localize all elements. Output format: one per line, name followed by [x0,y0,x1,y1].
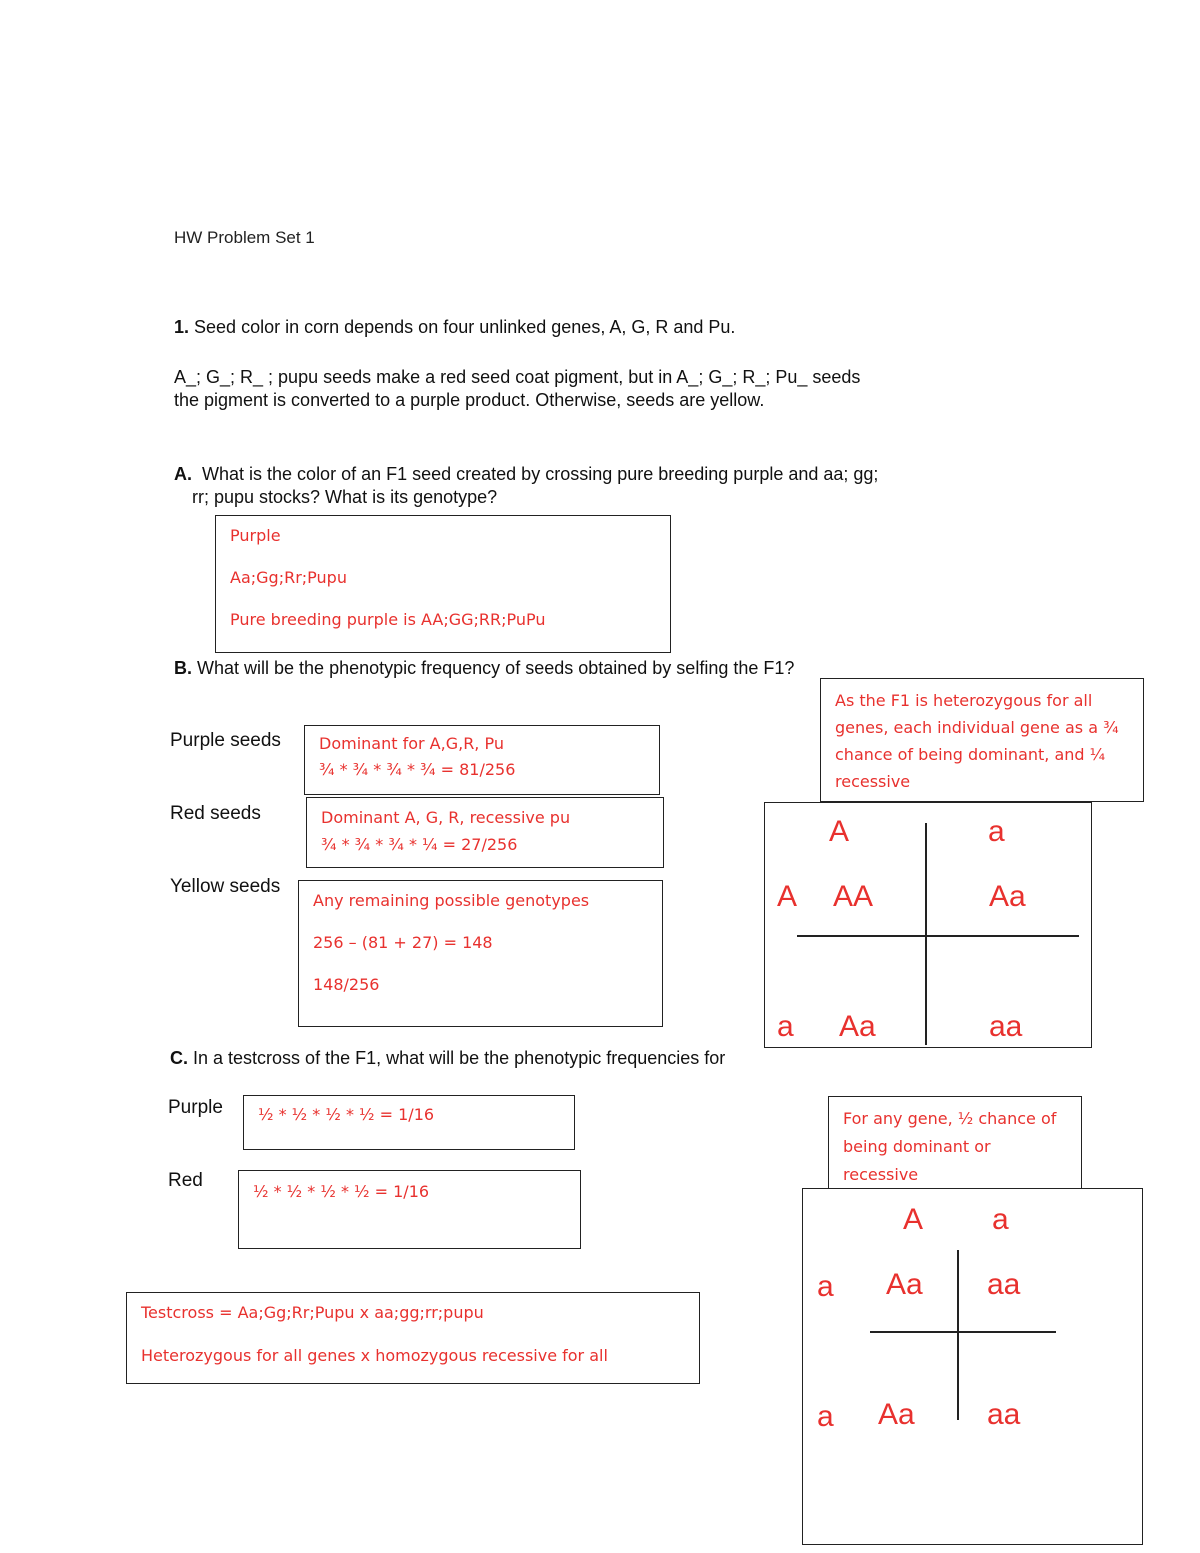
punnett-top-allele: a [988,815,1005,848]
purple-seeds-answer-box [304,725,660,795]
punnett-divider-vertical [957,1250,959,1420]
punnett-cell: Aa [878,1398,915,1431]
part-c-text: In a testcross of the F1, what will be the phenotypic frequencies for [193,1048,726,1068]
question-1 [174,316,735,339]
punnett-square-testcross [802,1188,1143,1545]
note-line: For any gene, ½ chance of [843,1109,1057,1128]
answer-line: Dominant A, G, R, recessive pu [321,808,571,827]
answer-line: ¾ * ¾ * ¾ * ¼ = 27/256 [321,835,518,854]
note-line: recessive [835,772,911,791]
page-title: HW Problem Set 1 [174,228,315,247]
punnett-cell: Aa [839,1010,876,1043]
part-a-line: rr; pupu stocks? What is its genotype? [192,487,498,507]
punnett-cell: AA [833,880,874,913]
red-answer-box [238,1170,581,1249]
answer-line: ½ * ½ * ½ * ½ = 1/16 [258,1105,435,1124]
red-label: Red [168,1170,203,1191]
punnett-divider-vertical [925,823,927,1045]
punnett-cell: aa [987,1268,1021,1301]
note-line: genes, each individual gene as a ¾ [835,718,1119,737]
punnett-cell: aa [987,1398,1021,1431]
purple-seeds-label: Purple seeds [170,730,281,751]
yellow-seeds-label: Yellow seeds [170,876,281,897]
yellow-seeds-answer-box [298,880,663,1027]
answer-line: Pure breeding purple is AA;GG;RR;PuPu [230,610,546,629]
testcross-line: Heterozygous for all genes x homozygous recessive for all [141,1346,608,1365]
part-letter: A. [174,464,192,484]
punnett-side-allele: a [817,1270,834,1303]
punnett-side-allele: a [777,1010,794,1043]
answer-line: Any remaining possible genotypes [313,891,590,910]
answer-line: Aa;Gg;Rr;Pupu [230,568,347,587]
answer-line: ¾ * ¾ * ¾ * ¾ = 81/256 [319,760,516,779]
punnett-divider-horizontal [870,1331,1056,1333]
punnett-top-allele: A [903,1203,924,1236]
part-letter: B. [174,658,192,678]
punnett-side-allele: a [817,1400,834,1433]
part-a-answer-box [215,515,671,653]
part-a-question [174,463,878,509]
answer-line: 256 – (81 + 27) = 148 [313,933,493,952]
part-b-text: What will be the phenotypic frequency of seeds obtained by selfing the F1? [197,658,795,678]
testcross-box [126,1292,700,1384]
punnett-divider-horizontal [797,935,1079,937]
answer-line: 148/256 [313,975,380,994]
punnett-cell: aa [989,1010,1023,1043]
part-b-note-box [820,678,1144,802]
question-number: 1. [174,317,190,337]
testcross-line: Testcross = Aa;Gg;Rr;Pupu x aa;gg;rr;pupu [141,1303,484,1322]
purple-label: Purple [168,1097,223,1118]
answer-line: ½ * ½ * ½ * ½ = 1/16 [253,1182,430,1201]
purple-answer-box [243,1095,575,1150]
punnett-top-allele: a [992,1203,1009,1236]
punnett-cell: Aa [886,1268,923,1301]
note-line: being dominant or [843,1137,991,1156]
part-a-line: What is the color of an F1 seed created by crossing pure breeding purple and aa; gg; [202,464,879,484]
red-seeds-label: Red seeds [170,803,261,824]
part-letter: C. [170,1048,188,1068]
punnett-side-allele: A [777,880,798,913]
part-c-note-box [828,1096,1082,1194]
note-line: chance of being dominant, and ¼ [835,745,1106,764]
description-line: the pigment is converted to a purple product. Otherwise, seeds are yellow. [174,390,765,410]
note-line: As the F1 is heterozygous for all [835,691,1093,710]
red-seeds-answer-box [306,797,664,868]
answer-line: Purple [230,526,281,545]
answer-line: Dominant for A,G,R, Pu [319,734,504,753]
question-1-text: Seed color in corn depends on four unlinked genes, A, G, R and Pu. [194,317,736,337]
part-b-question [174,657,794,680]
punnett-square-f1 [764,802,1092,1048]
question-1-description [174,366,860,412]
part-c-question [170,1047,725,1070]
punnett-cell: Aa [989,880,1026,913]
note-line: recessive [843,1165,919,1184]
description-line: A_; G_; R_ ; pupu seeds make a red seed coat pigment, but in A_; G_; R_; Pu_ seeds [174,367,861,387]
punnett-top-allele: A [829,815,850,848]
